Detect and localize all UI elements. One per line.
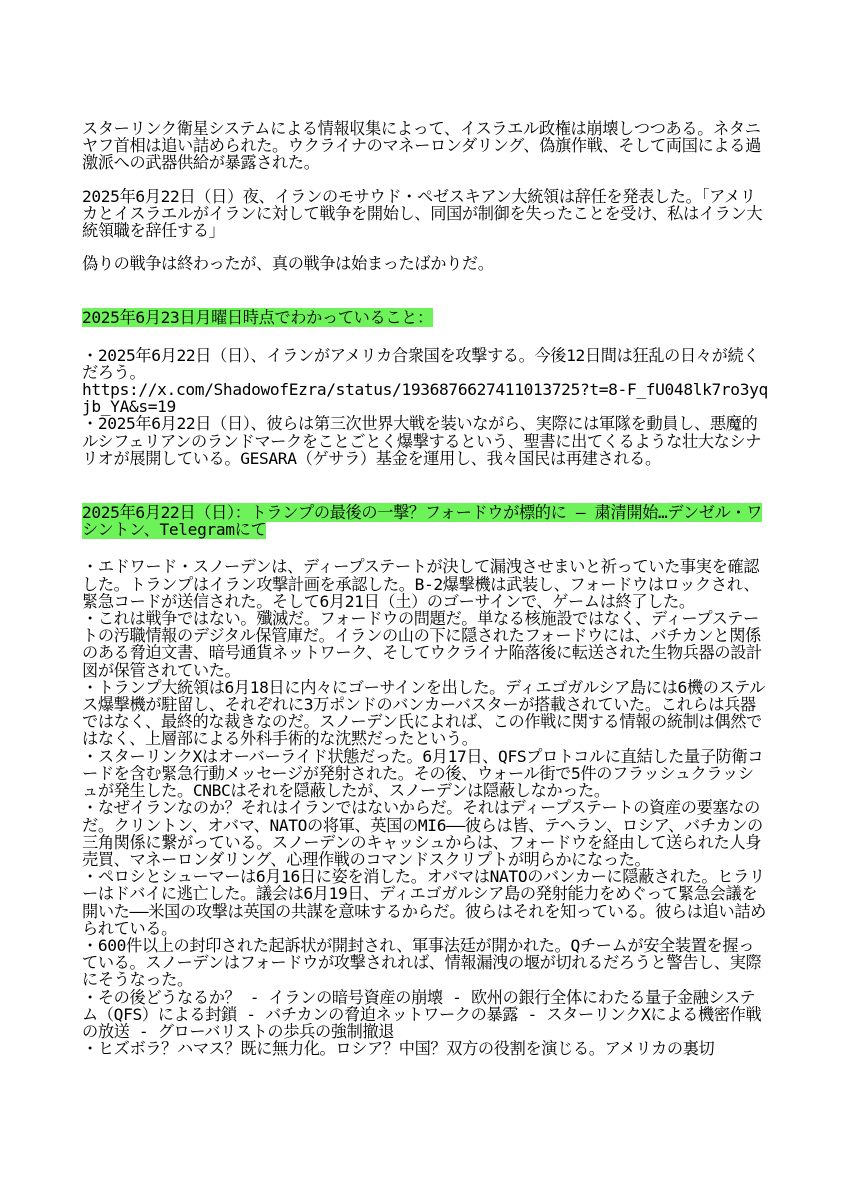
section-2-item: ・ペロシとシューマーは6月16日に姿を消した。オバマはNATOのバンカーに隠蔽された。ヒラリーはドバイに逃亡した。議会は6月19日、ディエゴガルシア島の発射能力をめぐって緊急会議を開いた――米国の攻撃は英国の共謀を意味するからだ。彼らはそれを知っている。彼らは追い詰められている。 [82, 867, 766, 938]
spacer [82, 467, 768, 504]
section-2-item: ・スターリンクXはオーバーライド状態だった。6月17日、QFSプロトコルに直結した量子防衛コードを含む緊急行動メッセージが発射された。その後、ウォール街で5件のフラッシュクラッシュが発生した。CNBCはそれを隠蔽したが、スノーデンは隠蔽しなかった。 [82, 746, 764, 801]
section-2-item: ・その後どうなるか？ - イランの暗号資産の崩壊 - 欧州の銀行全体にわたる量子金融システム（QFS）による封鎖 - バチカンの脅迫ネットワークの暴露 - スターリンクXによる機密作戦の放送 - グローバリストの歩兵の強制撤退 [82, 987, 762, 1041]
section-2-item: ・なぜイランなのか？それはイランではないからだ。それはディープステートの資産の要塞なのだ。クリントン、オバマ、NATOの将軍、英国のMI6――彼らは皆、テヘラン、ロシア、バチカンの三角関係に繋がっている。スノーデンのキャッシュからは、フォードウを経由して送られた人身売買、マネーロンダリング、心理作戦のコマンドスクリプトが明らかになった。 [82, 798, 763, 869]
section-1-item-2: ・2025年6月22日（日）、彼らは第三次世界大戦を装いながら、実際には軍隊を動員し、悪魔的ルシフェリアンのランドマークをことごとく爆撃するという、聖書に出てくるような壮大なシナリオが展開している。GESARA（ゲサラ）基金を運用し、我々国民は再建される。 [82, 414, 762, 468]
section-2-item: ・ヒズボラ？ハマス？既に無力化。ロシア？中国？双方の役割を演じる。アメリカの裏切 [82, 1039, 715, 1059]
spacer [82, 239, 768, 255]
section-1-item-1: ・2025年6月22日（日）、イランがアメリカ合衆国を攻撃する。今後12日間は狂乱の日々が続くだろう。 [82, 345, 760, 382]
intro-paragraph-1: スターリンク衛星システムによる情報収集によって、イスラエル政権は崩壊しつつある。ネタニヤフ首相は追い詰められた。ウクライナのマネーロンダリング、偽旗作戦、そして両国による過激派への武器供給が暴露された。 [82, 119, 761, 173]
spacer [82, 172, 768, 188]
spacer [82, 538, 768, 558]
section-2-heading-text: 2025年6月22日（日）：トランプの最後の一撃？フォードウが標的に ― 粛清開始…デンゼル・ワシントン、Telegramにて [82, 503, 763, 540]
section-1-heading [82, 309, 768, 326]
section-2-item: ・600件以上の封印された起訴状が開封され、軍事法廷が開かれた。Qチームが安全装置を握っている。スノーデンはフォードウが攻撃されれば、情報漏洩の堰が切れるだろうと警告し、実際にそうなった。 [82, 935, 762, 990]
section-1-link[interactable]: https://x.com/ShadowofEzra/status/1936876627411013725?t=8-F_fU048lk7ro3yqjb_YA&s=19 [82, 380, 768, 417]
section-1-heading-text: 2025年6月23日月曜日時点でわかっていること： [82, 308, 433, 328]
section-2-heading [82, 504, 768, 538]
section-2-item: ・これは戦争ではない。殲滅だ。フォードウの問題だ。単なる核施設ではなく、ディープステートの汚職情報のデジタル保管庫だ。イランの山の下に隠されたフォードウには、バチカンと関係のある脅迫文書、暗号通貨ネットワーク、そしてウクライナ陥落後に転送された生物兵器の設計図が保管されていた。 [82, 609, 762, 680]
intro-paragraph-2: 2025年6月22日（日）夜、イランのモサウド・ペゼスキアン大統領は辞任を発表した。「アメリカとイスラエルがイランに対して戦争を開始し、同国が制御を失ったことを受け、私はイラン大統領職を辞任する」 [82, 186, 763, 241]
intro-paragraph-3: 偽りの戦争は終わったが、真の戦争は始まったばかりだ。 [82, 254, 494, 274]
section-2-item: ・トランプ大統領は6月18日に内々にゴーサインを出した。ディエゴガルシア島には6機のステルス爆撃機が駐留し、それぞれに3万ポンドのバンカーバスターが搭載されていた。これらは兵器ではなく、最終的な裁きなのだ。スノーデン氏によれば、この作戦に関する情報の統制は偶然ではなく、上層部による外科手術的な沈黙だったという。 [82, 677, 765, 749]
section-2-item: ・エドワード・スノーデンは、ディープステートが決して漏洩させまいと祈っていた事実を確認した。トランプはイラン攻撃計画を承認した。B-2爆撃機は武装し、フォードウはロックされ、緊急コードが送信された。そして6月21日（土）のゴーサインで、ゲームは終了した。 [82, 557, 760, 611]
spacer [82, 272, 768, 309]
spacer [82, 327, 768, 347]
